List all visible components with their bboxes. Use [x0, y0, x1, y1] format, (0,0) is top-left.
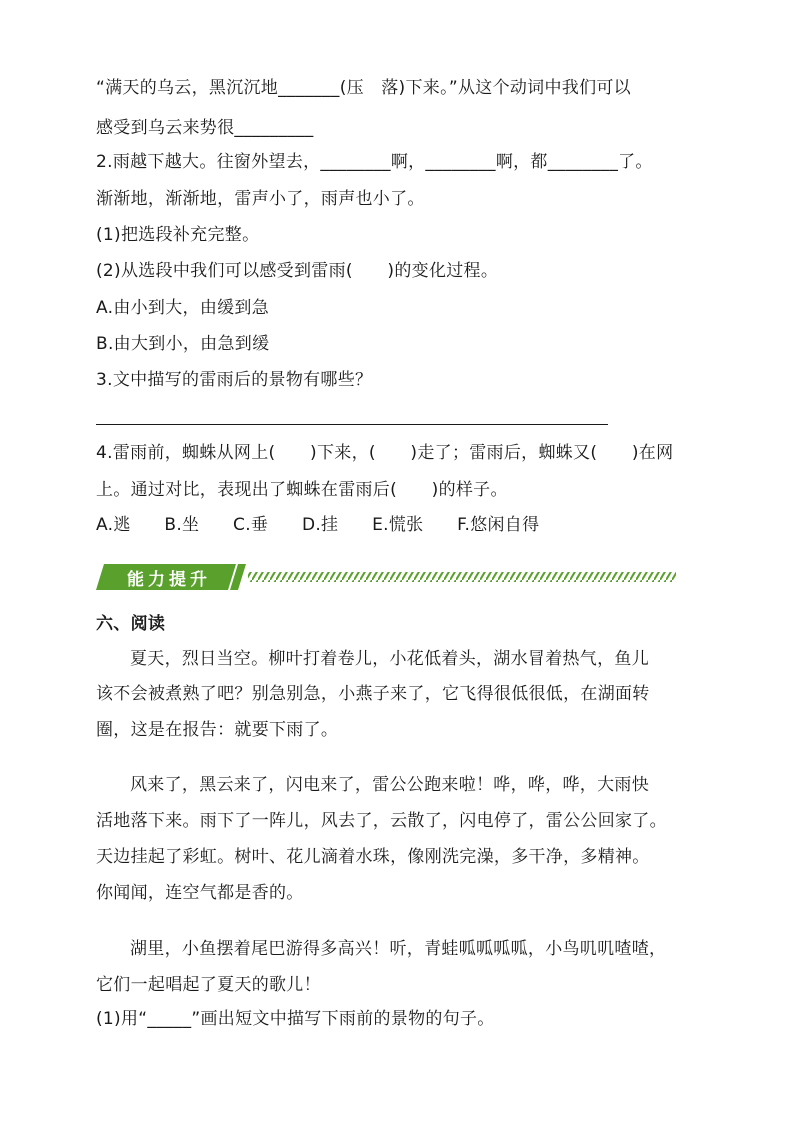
- option: C.垂: [233, 515, 269, 535]
- choice-b: B.由大到小，由急到缓: [96, 334, 270, 354]
- question-2: 2.雨越下越大。往窗外望去，________啊，________啊，都________了。: [96, 152, 653, 172]
- paragraph-line: 夏天，烈日当空。柳叶打着卷儿，小花低着头，湖水冒着热气，鱼儿: [130, 649, 649, 669]
- text-line: 渐渐地，渐渐地，雷声小了，雨声也小了。: [96, 189, 425, 209]
- choice-a: A.由小到大，由缓到急: [96, 298, 270, 318]
- paragraph-line: 它们一起唱起了夏天的歌儿！: [96, 975, 321, 995]
- text-line: “满天的乌云，黑沉沉地_______(压 落)下来。”从这个动词中我们可以: [96, 78, 631, 98]
- section-title: 六、阅读: [96, 614, 166, 634]
- paragraph-line: 湖里，小鱼摆着尾巴游得多高兴！听，青蛙呱呱呱呱，小鸟叽叽喳喳，: [130, 939, 667, 959]
- option: E.慌张: [372, 515, 424, 535]
- answer-line[interactable]: [96, 424, 608, 425]
- paragraph-line: 天边挂起了彩虹。树叶、花儿滴着水珠，像刚洗完澡，多干净，多精神。: [96, 847, 650, 867]
- options-row: [96, 513, 567, 537]
- sub-question: (1)把选段补充完整。: [96, 225, 260, 245]
- question-4: 4.雷雨前，蜘蛛从网上( )下来，( )走了；雷雨后，蜘蛛又( )在网: [96, 443, 674, 463]
- text-line: 上。通过对比，表现出了蜘蛛在雷雨后( )的样子。: [96, 480, 508, 500]
- option: B.坐: [164, 515, 200, 535]
- sub-question: (2)从选段中我们可以感受到雷雨( )的变化过程。: [96, 261, 499, 281]
- paragraph-line: 风来了，黑云来了，闪电来了，雷公公跑来啦！哗，哗，哗，大雨快: [130, 775, 649, 795]
- text-line: 感受到乌云来势很_________: [96, 118, 314, 138]
- banner-title: 能力提升: [127, 569, 211, 590]
- reading-question-1: (1)用“_____”画出短文中描写下雨前的景物的句子。: [96, 1009, 495, 1029]
- option: F.悠闲自得: [457, 515, 540, 535]
- question-3: 3.文中描写的雷雨后的景物有哪些？: [96, 370, 373, 390]
- paragraph-line: 你闻闻，连空气都是香的。: [96, 883, 304, 903]
- paragraph-line: 该不会被煮熟了吧？别急别急，小燕子来了，它飞得很低很低，在湖面转: [96, 684, 650, 704]
- option: A.逃: [96, 515, 131, 535]
- paragraph-line: 圈，这是在报告：就要下雨了。: [96, 720, 339, 740]
- option: D.挂: [301, 515, 339, 535]
- paragraph-line: 活地落下来。雨下了一阵儿，风去了，云散了，闪电停了，雷公公回家了。: [96, 811, 667, 831]
- section-banner: [96, 560, 676, 594]
